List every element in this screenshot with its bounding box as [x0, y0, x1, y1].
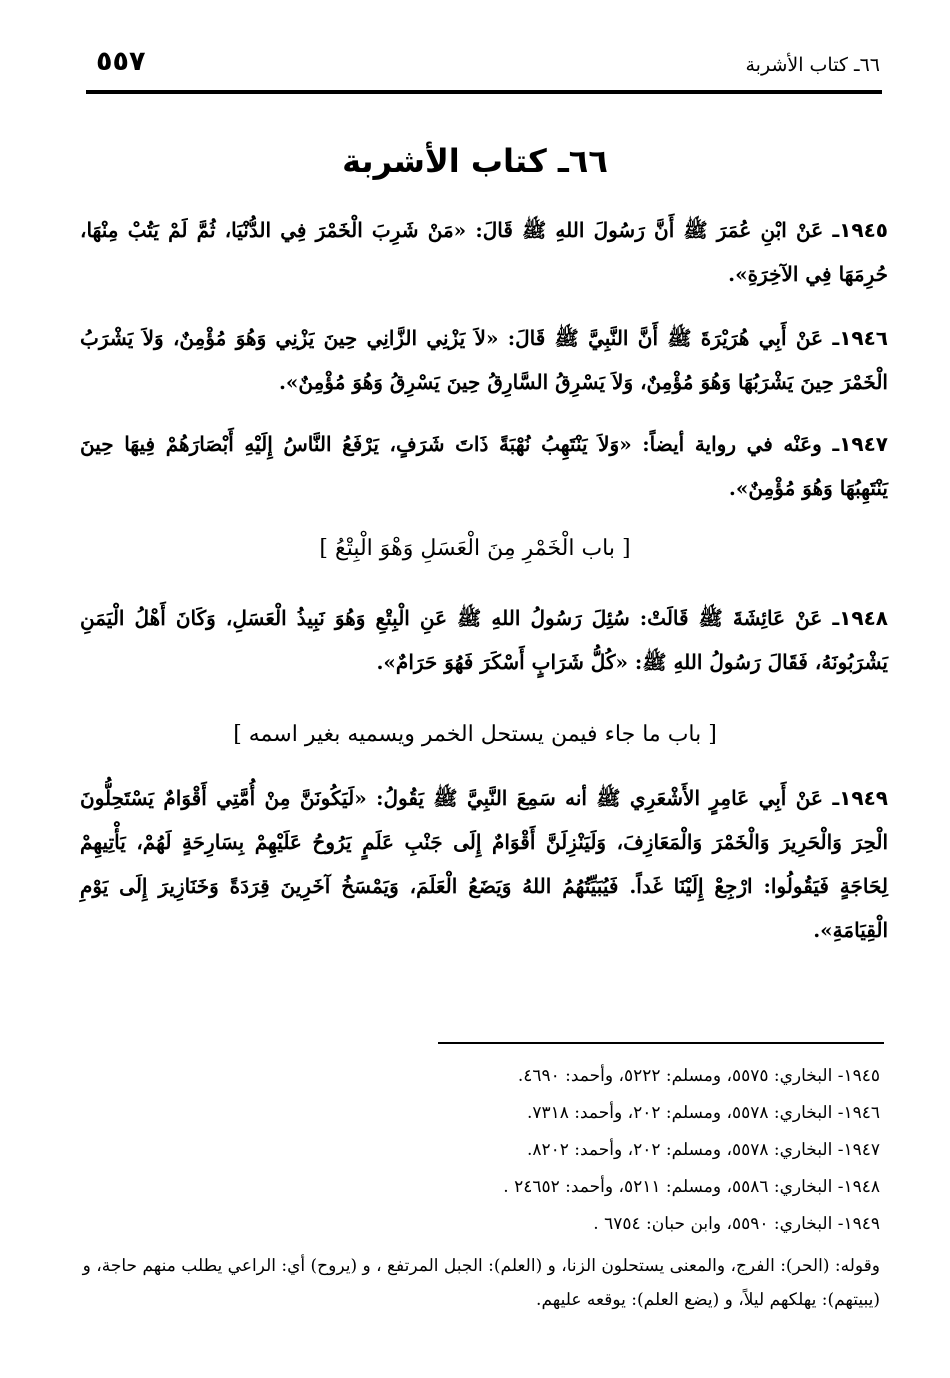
hadith-1949 [80, 776, 888, 952]
page-number: ٥٥٧ [96, 46, 146, 77]
footnote-1949: ١٩٤٩- البخاري: ٥٥٩٠، وابن حبان: ٦٧٥٤ . [593, 1214, 880, 1234]
hadith-1948 [80, 596, 888, 684]
glossary-note: وقوله: (الحر): الفرج، والمعنى يستحلون الزنا، و (العلم): الجبل المرتفع ، و (يروح) أي: الراعي يطلب منهم حاجة، و (يبيتهم): يهلكهم ليلاً، و (يضع العلم): يوقعه عليهم. [82, 1256, 880, 1310]
footnote-1948: ١٩٤٨- البخاري: ٥٥٨٦، ومسلم: ٥٢١١، وأحمد: ٢٤٦٥٢ . [503, 1177, 880, 1197]
hadith-text: عَنْ أَبِي عَامِرٍ الأَشْعَرِي ﷺ أنه سَمِعَ النَّبِيَّ ﷺ يَقُولُ: «لَيَكُونَنَّ مِنْ أُمَّتِي أَقْوَامٌ يَسْتَحِلُّونَ الْحِرَ وَالْحَرِيرَ وَالْخَمْرَ وَالْمَعَازِفَ، وَلَيَنْزِلَنَّ أَقْوَامٌ إِلَى جَنْبِ عَلَمٍ يَرُوحُ عَلَيْهِمْ بِسَارِحَةٍ لَهُمْ، يَأْتِيهِمْ لِحَاجَةٍ فَيَقُولُوا: ارْجِعْ إِلَيْنَا غَداً. فَيُبَيِّتُهُمُ اللهُ وَيَضَعُ الْعَلَمَ، وَيَمْسَخُ آخَرِينَ قِرَدَةً وَخَنَازِيرَ إِلَى يَوْمِ الْقِيَامَةِ». [80, 786, 888, 942]
section-heading-honey-wine: [ باب الْخَمْرِ مِنَ الْعَسَلِ وَهْوَ الْبِتْعُ ] [319, 536, 631, 561]
hadith-text: عَنْ أَبِي هُرَيْرَةَ ﷺ أَنَّ النَّبِيَّ ﷺ قَالَ: «لاَ يَزْنِي الزَّانِي حِينَ يَزْنِي وَهُوَ مُؤْمِنٌ، وَلاَ يَشْرَبُ الْخَمْرَ حِينَ يَشْرَبُهَا وَهُوَ مُؤْمِنٌ، وَلاَ يَسْرِقُ السَّارِقُ حِينَ يَسْرِقُ وَهُوَ مُؤْمِنٌ». [80, 326, 888, 394]
footnote-rule [438, 1042, 884, 1044]
footnote-1946: ١٩٤٦- البخاري: ٥٥٧٨، ومسلم: ٢٠٢، وأحمد: ٧٣١٨. [526, 1103, 880, 1123]
footnotes [80, 1058, 880, 1317]
hadith-number: ١٩٤٩ـ [832, 786, 888, 810]
running-chapter-title: ٦٦ـ كتاب الأشربة [745, 54, 880, 76]
hadith-number: ١٩٤٧ـ [832, 432, 888, 456]
hadith-text: عَنْ ابْنِ عُمَرَ ﷺ أَنَّ رَسُولَ اللهِ ﷺ قَالَ: «مَنْ شَرِبَ الْخَمْرَ فِي الدُّنْيَا، ثُمَّ لَمْ يَتُبْ مِنْهَا، حُرِمَهَا فِي الآخِرَةِ». [80, 218, 888, 286]
hadith-1945 [80, 208, 888, 296]
hadith-text: عَنْ عَائِشَةَ ﷺ قَالَتْ: سُئِلَ رَسُولُ اللهِ ﷺ عَنِ الْبِتْعِ وَهُوَ نَبِيذُ الْعَسَلِ، وَكَانَ أَهْلُ الْيَمَنِ يَشْرَبُونَهُ، فَقَالَ رَسُولُ اللهِ ﷺ: «كُلُّ شَرَابٍ أَسْكَرَ فَهُوَ حَرَامٌ». [80, 606, 888, 674]
hadith-number: ١٩٤٥ـ [832, 218, 888, 242]
hadith-text: وعَنْه في رواية أيضاً: «وَلاَ يَنْتَهِبُ نُهْبَةً ذَاتَ شَرَفٍ، يَرْفَعُ النَّاسُ إِلَيْهِ أَبْصَارَهُمْ فِيهَا حِينَ يَنْتَهِبُهَا وَهُوَ مُؤْمِنٌ». [80, 432, 888, 500]
running-header [88, 42, 880, 90]
footnote-1945: ١٩٤٥- البخاري: ٥٥٧٥، ومسلم: ٥٢٢٢، وأحمد: ٤٦٩٠. [517, 1066, 880, 1086]
hadith-number: ١٩٤٨ـ [832, 606, 888, 630]
chapter-title: ٦٦ـ كتاب الأشربة [342, 142, 608, 180]
hadith-1946 [80, 316, 888, 404]
hadith-number: ١٩٤٦ـ [832, 326, 889, 350]
footnote-1947: ١٩٤٧- البخاري: ٥٥٧٨، ومسلم: ٢٠٢، وأحمد: ٨٢٠٢. [526, 1140, 880, 1160]
hadith-1947 [80, 422, 888, 510]
header-rule [86, 90, 882, 94]
section-heading-other-name: [ باب ما جاء فيمن يستحل الخمر ويسميه بغير اسمه ] [233, 722, 717, 747]
